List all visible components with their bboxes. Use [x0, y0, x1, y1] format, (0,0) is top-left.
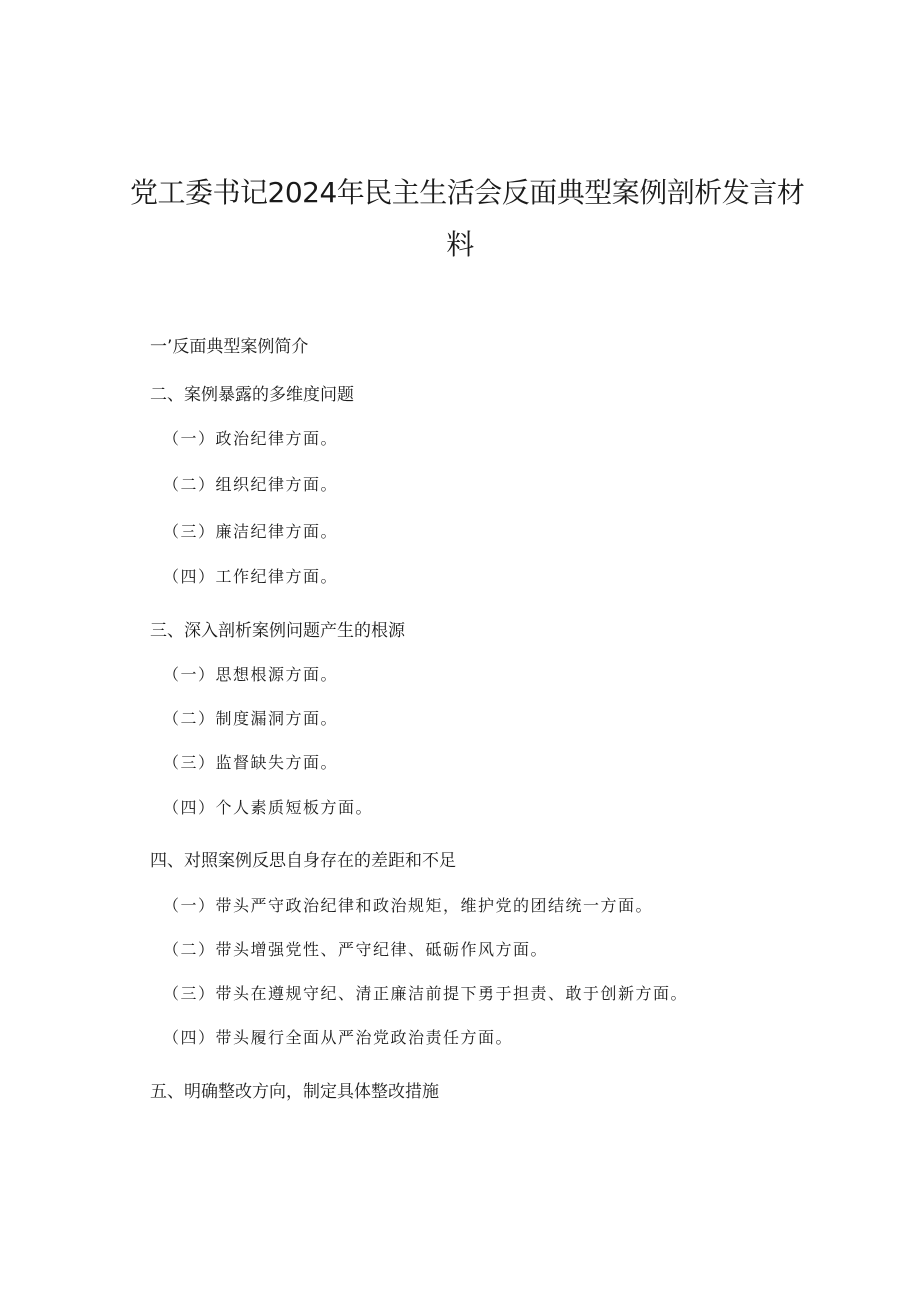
section-heading-3: 三、深入剖析案例问题产生的根源: [150, 621, 405, 641]
section-heading-2: 二、案例暴露的多维度问题: [150, 385, 354, 405]
section-2-item-3: （三）廉洁纪律方面。: [163, 522, 339, 541]
section-4-item-4: （四）带头履行全面从严治党政治责任方面。: [163, 1028, 514, 1047]
section-4-item-2: （二）带头增强党性、严守纪律、砥砺作风方面。: [163, 940, 549, 959]
document-title-line-1: 党工委书记2024年民主生活会反面典型案例剖析发言材: [130, 176, 805, 209]
section-3-item-1: （一）思想根源方面。: [163, 665, 339, 684]
section-heading-4: 四、对照案例反思自身存在的差距和不足: [150, 851, 456, 871]
section-2-item-2: （二）组织纪律方面。: [163, 475, 339, 494]
section-3-item-4: （四）个人素质短板方面。: [163, 798, 374, 817]
section-heading-5: 五、明确整改方向，制定具体整改措施: [150, 1082, 439, 1102]
section-2-item-4: （四）工作纪律方面。: [163, 567, 339, 586]
section-2-item-1: （一）政治纪律方面。: [163, 429, 339, 448]
section-heading-1: 一’反面典型案例简介: [150, 337, 309, 357]
section-4-item-3: （三）带头在遵规守纪、清正廉洁前提下勇于担责、敢于创新方面。: [163, 984, 689, 1003]
document-title-line-2: 料: [446, 228, 474, 261]
section-3-item-3: （三）监督缺失方面。: [163, 753, 339, 772]
section-3-item-2: （二）制度漏洞方面。: [163, 709, 339, 728]
section-4-item-1: （一）带头严守政治纪律和政治规矩，维护党的团结统一方面。: [163, 896, 654, 915]
